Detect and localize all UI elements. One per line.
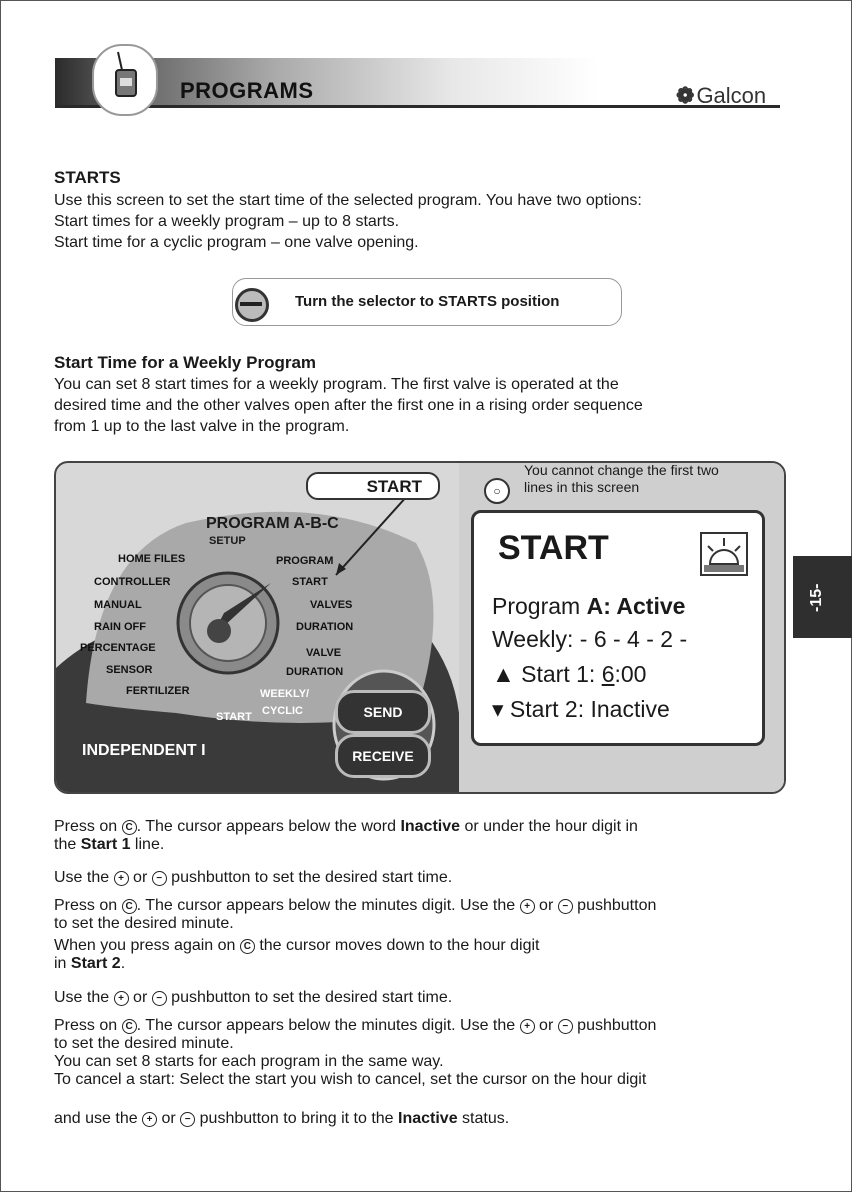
instruction-5: Use the + or − pushbutton to set the desired start time. <box>54 989 453 1006</box>
c-button-icon: C <box>122 899 137 914</box>
lightbulb-icon: ○ <box>484 478 510 504</box>
instruction-3: Press on C . The cursor appears below the minutes digit. Use the + or − pushbutton to set the desired minute. <box>54 897 657 932</box>
dial-label-percentage: PERCENTAGE <box>80 642 156 654</box>
lcd-start1-line: ▲ Start 1: 6:00 <box>492 661 647 687</box>
lcd-screen <box>471 510 765 746</box>
dial-label-duration: DURATION <box>296 621 354 633</box>
dial-label-valve-duration: DURATION <box>286 666 344 678</box>
dial-label-weekly: WEEKLY/ <box>260 688 310 700</box>
dial-label-controller: CONTROLLER <box>94 576 171 588</box>
dial-label-start: START <box>292 576 328 588</box>
dial-label-manual: MANUAL <box>94 599 142 611</box>
dial-label-fertilizer: FERTILIZER <box>126 685 190 697</box>
starts-description: Use this screen to set the start time of the selected program. You have two options: Start times for a weekly program – up to 8 starts. Start time for a cyclic program – one valve opening. <box>54 192 642 251</box>
dial-label-program: PROGRAM <box>276 555 334 567</box>
selector-knob-icon <box>235 288 269 322</box>
plus-button-icon: + <box>520 1019 535 1034</box>
tip-note: You cannot change the first two lines in this screen <box>524 462 719 495</box>
brand-logo: ❁Galcon <box>676 83 767 108</box>
plus-button-icon: + <box>520 899 535 914</box>
receive-button[interactable]: RECEIVE <box>335 734 431 778</box>
controller-icon <box>92 44 158 116</box>
page-number-tab: -15- <box>793 556 852 638</box>
plus-button-icon: + <box>114 871 129 886</box>
lcd-start2-line: ▾ Start 2: Inactive <box>492 696 670 722</box>
sun-icon <box>700 532 748 576</box>
dial-label-valves: VALVES <box>310 599 353 611</box>
minus-button-icon: − <box>180 1112 195 1127</box>
model-label: INDEPENDENT I <box>82 742 206 759</box>
minus-button-icon: − <box>558 1019 573 1034</box>
page-title: PROGRAMS <box>180 78 314 103</box>
weekly-description: You can set 8 start times for a weekly program. The first valve is operated at the desired time and the other valves open after the first one in a rising order sequence from 1 up to the last valve in the program. <box>54 376 643 435</box>
header-bar <box>55 58 780 108</box>
dial-label-cyclic: CYCLIC <box>262 705 303 717</box>
start-callout: START <box>306 472 440 500</box>
program-dial-title: PROGRAM A-B-C <box>206 515 339 532</box>
instruction-2: Use the + or − pushbutton to set the desired start time. <box>54 869 453 886</box>
dial-label-setup: SETUP <box>209 535 246 547</box>
lcd-weekly-line: Weekly: - 6 - 4 - 2 - <box>492 626 688 652</box>
minus-button-icon: − <box>152 991 167 1006</box>
lcd-title: START <box>498 529 609 567</box>
dial-label-home-files: HOME FILES <box>118 553 186 565</box>
plus-button-icon: + <box>142 1112 157 1127</box>
instruction-6: Press on C . The cursor appears below the minutes digit. Use the + or − pushbutton to set the desired minute. You can set 8 starts for each program in the same way. To cancel a start: Select the start you wish to cancel, set the cursor on the hour digit <box>54 1017 657 1088</box>
starts-heading: STARTS <box>54 168 121 187</box>
instruction-4: When you press again on C the cursor moves down to the hour digit in Start 2. <box>54 937 540 972</box>
lcd-program-line: Program A: Active <box>492 593 686 619</box>
dial-label-rain-off: RAIN OFF <box>94 621 146 633</box>
c-button-icon: C <box>122 820 137 835</box>
dial-label-bottom-start: START <box>216 711 252 723</box>
c-button-icon: C <box>122 1019 137 1034</box>
selector-instruction: Turn the selector to STARTS position <box>232 278 622 326</box>
plus-button-icon: + <box>114 991 129 1006</box>
dial-label-valve: VALVE <box>306 647 342 659</box>
send-button[interactable]: SEND <box>335 690 431 734</box>
c-button-icon: C <box>240 939 255 954</box>
instruction-7: and use the + or − pushbutton to bring it to the Inactive status. <box>54 1110 510 1127</box>
instruction-1: Press on C . The cursor appears below the word Inactive or under the hour digit in the Start 1 line. <box>54 818 638 853</box>
dial-label-sensor: SENSOR <box>106 664 153 676</box>
minus-button-icon: − <box>558 899 573 914</box>
weekly-heading: Start Time for a Weekly Program <box>54 353 317 372</box>
minus-button-icon: − <box>152 871 167 886</box>
